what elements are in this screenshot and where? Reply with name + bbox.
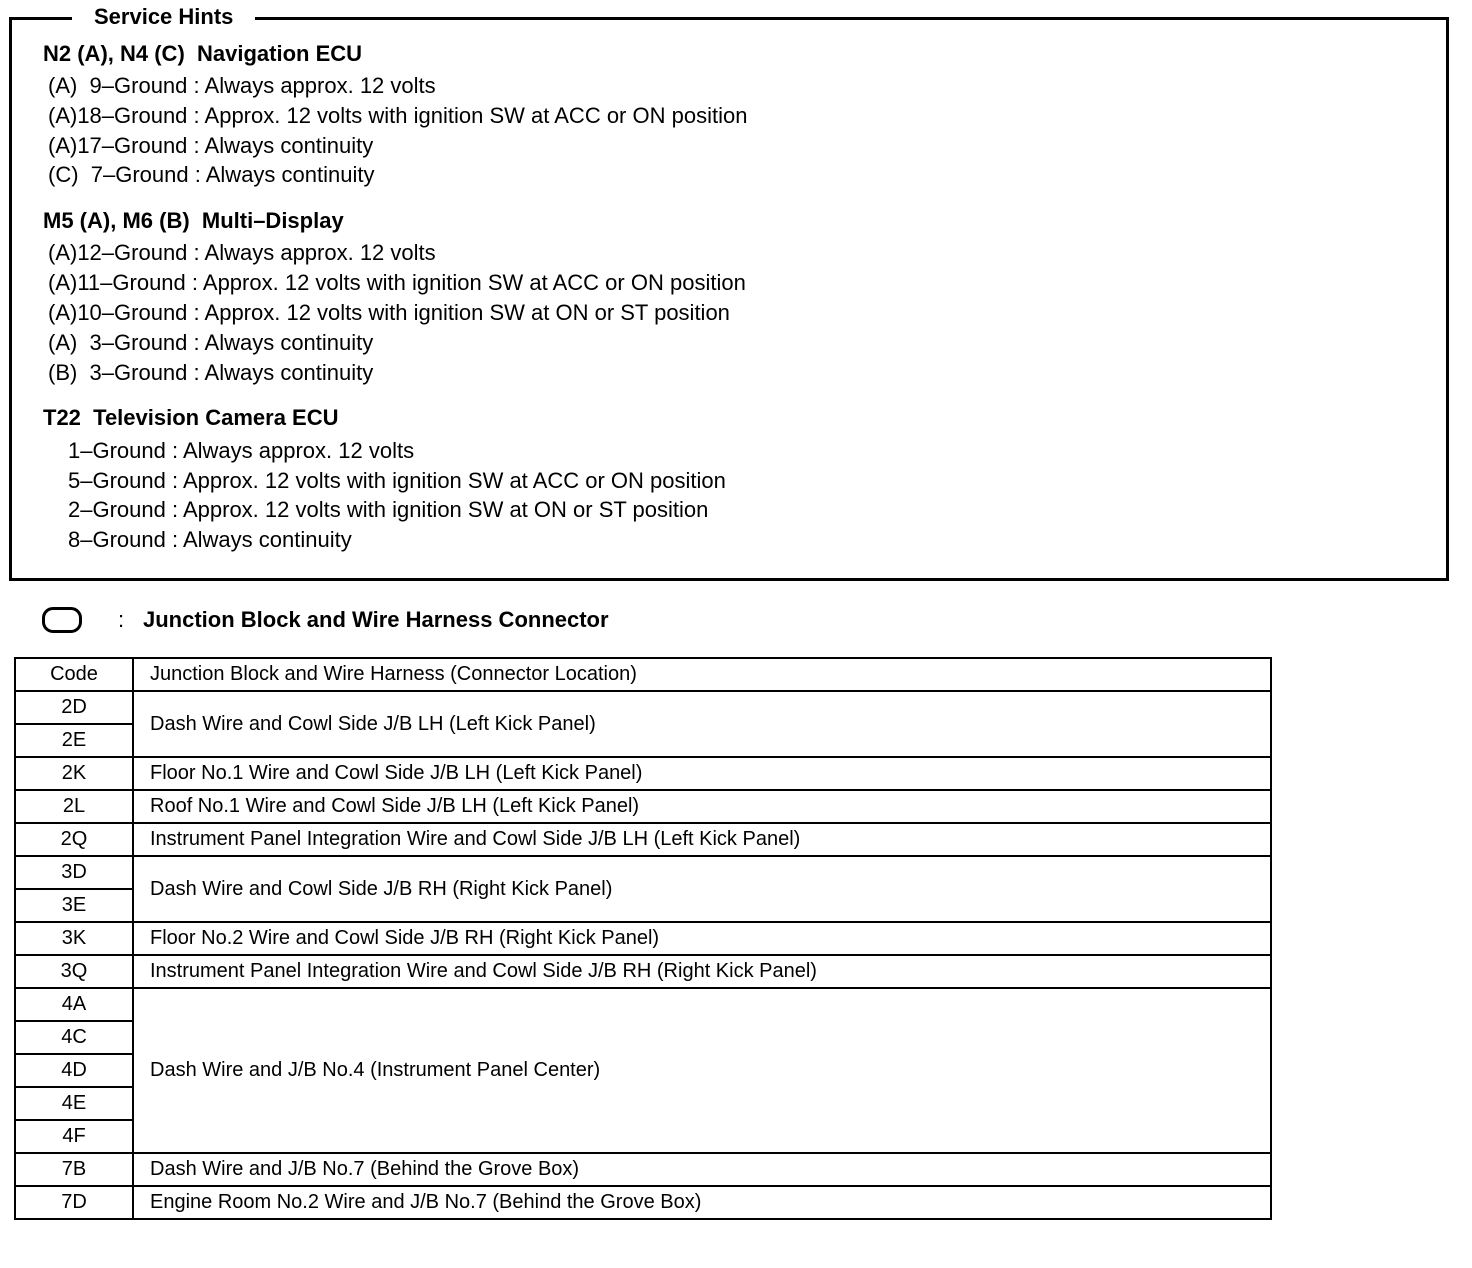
table-header-row (15, 658, 1271, 691)
code-cell: 7D (15, 1186, 133, 1219)
description-cell: Dash Wire and J/B No.7 (Behind the Grove Box) (133, 1153, 1271, 1186)
table-row (15, 1186, 1271, 1219)
hint-line: (A) 9–Ground : Always approx. 12 volts (48, 73, 436, 98)
description-cell: Dash Wire and Cowl Side J/B RH (Right Kick Panel) (133, 856, 1271, 922)
table-row (15, 856, 1271, 889)
table-row (15, 988, 1271, 1021)
table-row (15, 823, 1271, 856)
header-description: Junction Block and Wire Harness (Connector Location) (133, 658, 1271, 691)
description-cell: Roof No.1 Wire and Cowl Side J/B LH (Left Kick Panel) (133, 790, 1271, 823)
section-heading: T22 Television Camera ECU (43, 405, 339, 430)
service-hints-title: Service Hints (72, 3, 255, 31)
code-cell: 3E (15, 889, 133, 922)
code-cell: 4D (15, 1054, 133, 1087)
description-cell: Engine Room No.2 Wire and J/B No.7 (Behind the Grove Box) (133, 1186, 1271, 1219)
code-cell: 4C (15, 1021, 133, 1054)
hint-line: (A)11–Ground : Approx. 12 volts with ignition SW at ACC or ON position (48, 270, 746, 295)
code-cell: 3K (15, 922, 133, 955)
hint-line: 5–Ground : Approx. 12 volts with ignition SW at ACC or ON position (68, 468, 726, 493)
hint-line: (C) 7–Ground : Always continuity (48, 162, 375, 187)
code-cell: 3Q (15, 955, 133, 988)
hint-line: (A)12–Ground : Always approx. 12 volts (48, 240, 436, 265)
header-code: Code (15, 658, 133, 691)
hint-line: 1–Ground : Always approx. 12 volts (68, 438, 415, 463)
code-cell: 2E (15, 724, 133, 757)
description-cell: Dash Wire and J/B No.4 (Instrument Panel Center) (133, 988, 1271, 1153)
hint-line: (A)10–Ground : Approx. 12 volts with ignition SW at ON or ST position (48, 300, 730, 325)
code-cell: 7B (15, 1153, 133, 1186)
code-cell: 2K (15, 757, 133, 790)
code-cell: 4A (15, 988, 133, 1021)
code-cell: 4F (15, 1120, 133, 1153)
code-cell: 2L (15, 790, 133, 823)
table-row (15, 922, 1271, 955)
code-cell: 2D (15, 691, 133, 724)
description-cell: Floor No.1 Wire and Cowl Side J/B LH (Left Kick Panel) (133, 757, 1271, 790)
code-cell: 3D (15, 856, 133, 889)
table-row (15, 790, 1271, 823)
rounded-rectangle-icon (42, 607, 82, 633)
hint-line: (B) 3–Ground : Always continuity (48, 360, 374, 385)
description-cell: Instrument Panel Integration Wire and Cowl Side J/B RH (Right Kick Panel) (133, 955, 1271, 988)
hint-line: (A) 3–Ground : Always continuity (48, 330, 374, 355)
table-row (15, 757, 1271, 790)
legend-label: Junction Block and Wire Harness Connector (143, 607, 609, 632)
table-row (15, 691, 1271, 724)
description-cell: Floor No.2 Wire and Cowl Side J/B RH (Right Kick Panel) (133, 922, 1271, 955)
code-cell: 4E (15, 1087, 133, 1120)
description-cell: Instrument Panel Integration Wire and Cowl Side J/B LH (Left Kick Panel) (133, 823, 1271, 856)
hint-line: (A)17–Ground : Always continuity (48, 133, 374, 158)
section-heading: M5 (A), M6 (B) Multi–Display (43, 208, 344, 233)
legend-colon: : (118, 607, 125, 632)
hint-line: 2–Ground : Approx. 12 volts with ignition SW at ON or ST position (68, 497, 709, 522)
description-cell: Dash Wire and Cowl Side J/B LH (Left Kick Panel) (133, 691, 1271, 757)
hint-line: (A)18–Ground : Approx. 12 volts with ignition SW at ACC or ON position (48, 103, 748, 128)
hint-line: 8–Ground : Always continuity (68, 527, 352, 552)
table-row (15, 955, 1271, 988)
section-heading: N2 (A), N4 (C) Navigation ECU (43, 41, 363, 66)
code-cell: 2Q (15, 823, 133, 856)
junction-block-table (14, 657, 1272, 1220)
table-row (15, 1153, 1271, 1186)
